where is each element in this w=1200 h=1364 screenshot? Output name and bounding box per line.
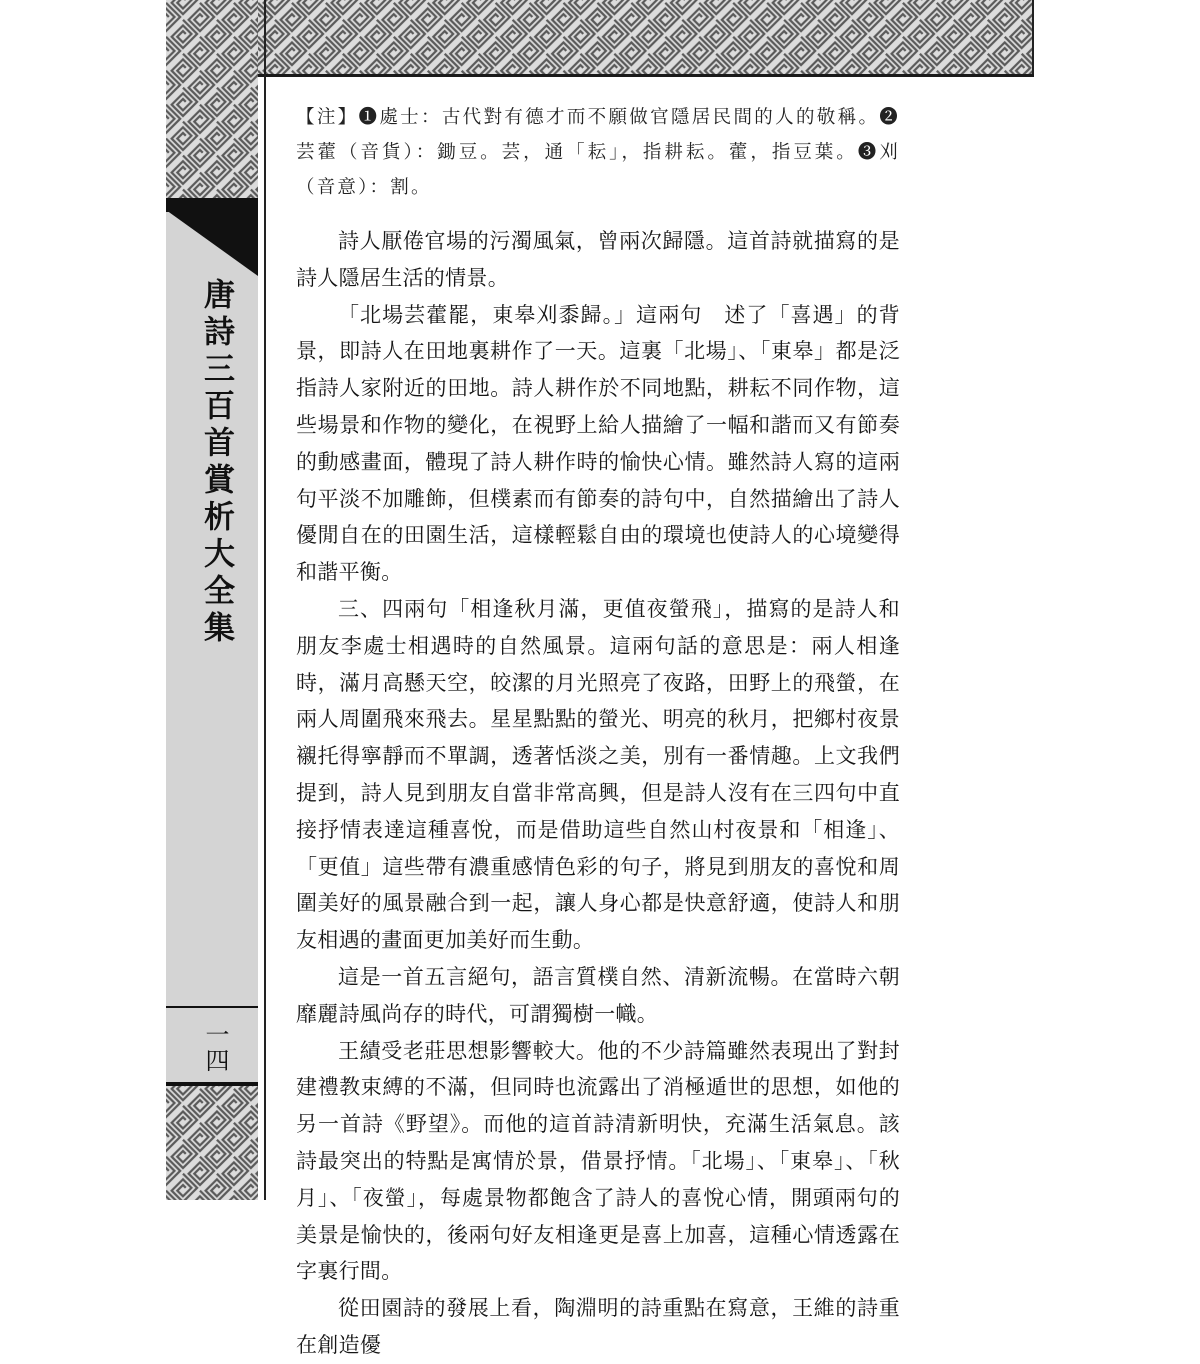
page-number: 一四 — [201, 1022, 229, 1074]
book-title: 唐詩三百首賞析大全集 — [198, 278, 234, 648]
page-edge-rule — [264, 0, 266, 1200]
spine-top-pattern — [166, 0, 258, 198]
annotation-notes: 【注】❶處士：古代對有德才而不願做官隱居民間的人的敬稱。❷芸藿（音貨）：鋤豆。芸，通「耘」，指耕耘。藿，指豆葉。❸刈（音意）：割。 — [296, 107, 900, 198]
fret-pattern-spine-top — [166, 0, 258, 198]
spine-bottom-pattern — [166, 1086, 258, 1200]
fret-pattern-top — [258, 0, 1034, 74]
spine-wedge-shape — [166, 210, 258, 276]
body-paragraph: 「北場芸藿罷，東皋刈黍歸。」這兩句 述了「喜遇」的背景，即詩人在田地裏耕作了一天。這裏「北場」、「東皋」都是泛指詩人家附近的田地。詩人耕作於不同地點，耕耘不同作物，這些場景和作物的變化，在視野上給人描繪了一幅和諧而又有節奏的動感畫面，體現了詩人耕作時的愉快心情。雖然詩人寫的這兩句平淡不加雕飾，但樸素而有節奏的詩句中，自然描繪出了詩人優閒自在的田園生活，這樣輕鬆自由的環境也使詩人的心境變得和諧平衡。 — [296, 302, 900, 585]
spine-rule-upper — [166, 1006, 258, 1008]
top-border-right-rule — [1032, 0, 1034, 74]
body-paragraph: 詩人厭倦官場的污濁風氣，曾兩次歸隱。這首詩就描寫的是詩人隱居生活的情景。 — [296, 229, 900, 290]
body-paragraph: 三、四兩句「相逢秋月滿，更值夜螢飛」，描寫的是詩人和朋友李處士相遇時的自然風景。這兩句話的意思是：兩人相逢時，滿月高懸天空，皎潔的月光照亮了夜路，田野上的飛螢，在兩人周圍飛來飛去。星星點點的螢光、明亮的秋月，把鄉村夜景襯托得寧靜而不單調，透著恬淡之美，別有一番情趣。上文我們提到，詩人見到朋友自當非常高興，但是詩人沒有在三四句中直接抒情表達這種喜悅，而是借助這些自然山村夜景和「相逢」、「更值」這些帶有濃重感情色彩的句子，將見到朋友的喜悅和周圍美好的風景融合到一起，讓人身心都是快意舒適，使詩人和朋友相遇的畫面更加美好而生動。 — [296, 596, 900, 953]
page-content — [296, 100, 900, 1364]
body-paragraph: 王績受老莊思想影響較大。他的不少詩篇雖然表現出了對封建禮教束縛的不滿，但同時也流露出了消極遁世的思想，如他的另一首詩《野望》。而他的這首詩清新明快，充滿生活氣息。該詩最突出的特點是寓情於景，借景抒情。「北場」、「東皋」、「秋月」、「夜螢」，每處景物都飽含了詩人的喜悅心情，開頭兩句的美景是愉快的，後兩句好友相逢更是喜上加喜，這種心情透露在字裏行間。 — [296, 1038, 900, 1284]
top-border-rule — [258, 74, 1034, 77]
body-paragraph: 這是一首五言絕句，語言質樸自然、清新流暢。在當時六朝靡麗詩風尚存的時代，可謂獨樹一幟。 — [296, 964, 900, 1026]
body-paragraph: 從田園詩的發展上看，陶淵明的詩重點在寫意，王維的詩重在創造優 — [296, 1296, 900, 1357]
fret-pattern-spine-bottom — [166, 1086, 258, 1200]
top-border-pattern — [258, 0, 1034, 74]
